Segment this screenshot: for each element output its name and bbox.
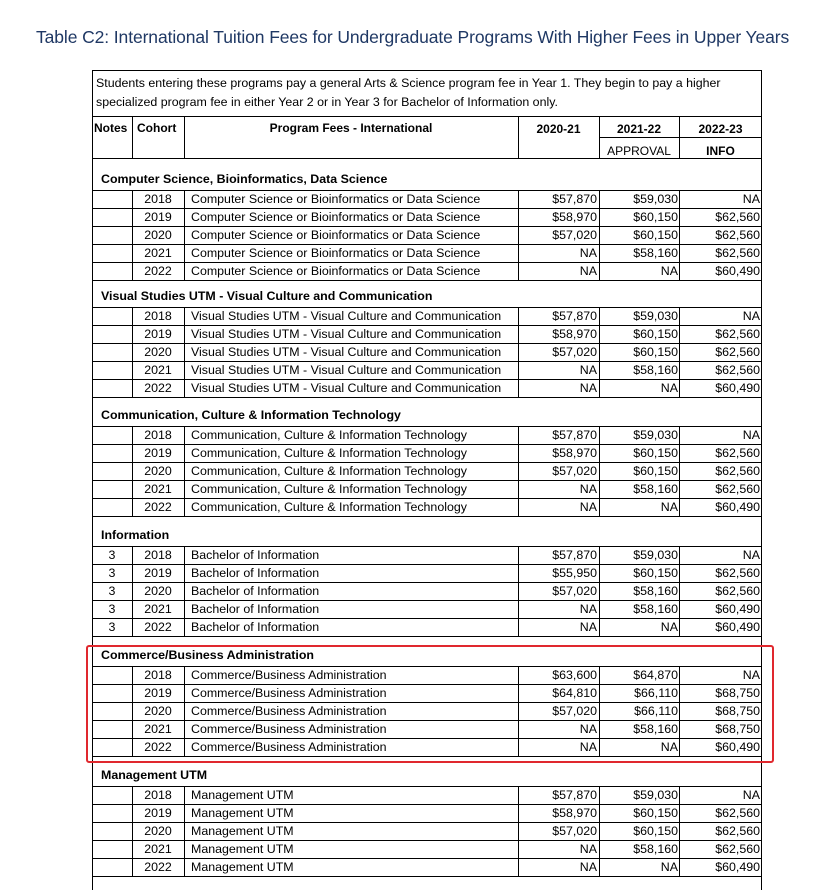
- row-2020-21: NA: [579, 264, 597, 278]
- row-2020-21: $57,020: [552, 704, 597, 718]
- row-program: Commerce/Business Administration: [191, 686, 387, 700]
- row-2022-23: NA: [742, 192, 760, 206]
- header-notes: Notes: [94, 121, 128, 135]
- section-title: Information: [101, 528, 170, 542]
- row-col-line: [518, 426, 519, 516]
- row-2021-22: NA: [660, 620, 678, 634]
- row-2020-21: $58,970: [552, 806, 597, 820]
- row-note: 3: [108, 566, 116, 580]
- row-2021-22: $58,160: [633, 842, 678, 856]
- row-col-line: [184, 307, 185, 397]
- row-2020-21: NA: [579, 602, 597, 616]
- row-2022-23: $62,560: [715, 806, 760, 820]
- row-2021-22: $60,150: [633, 464, 678, 478]
- row-2020-21: $57,020: [552, 824, 597, 838]
- row-2022-23: $60,490: [715, 500, 760, 514]
- row-2021-22: NA: [660, 381, 678, 395]
- row-program: Visual Studies UTM - Visual Culture and Communication: [191, 381, 502, 395]
- row-2020-21: $57,870: [552, 192, 597, 206]
- row-program: Computer Science or Bioinformatics or Data Science: [191, 246, 481, 260]
- row-col-line: [132, 426, 133, 516]
- section-bottom-line: [92, 636, 762, 637]
- row-cohort: 2020: [144, 464, 172, 478]
- row-2022-23: NA: [742, 548, 760, 562]
- row-2022-23: $60,490: [715, 381, 760, 395]
- row-col-line: [184, 786, 185, 876]
- header-2021-22: 2021-22: [616, 122, 662, 136]
- row-2020-21: $55,950: [552, 566, 597, 580]
- row-program: Communication, Culture & Information Technology: [191, 464, 467, 478]
- row-2020-21: $58,970: [552, 446, 597, 460]
- row-2022-23: $62,560: [715, 228, 760, 242]
- row-cohort: 2018: [144, 548, 172, 562]
- row-cohort: 2022: [144, 500, 172, 514]
- row-cohort: 2020: [144, 704, 172, 718]
- row-cohort: 2019: [144, 446, 172, 460]
- row-program: Bachelor of Information: [191, 602, 320, 616]
- row-cohort: 2022: [144, 740, 172, 754]
- row-2021-22: $58,160: [633, 602, 678, 616]
- row-2022-23: $60,490: [715, 740, 760, 754]
- intro-line-1: Students entering these programs pay a general Arts & Science program fee in Year 1. They begin to pay a higher: [96, 76, 721, 90]
- row-program: Computer Science or Bioinformatics or Data Science: [191, 228, 481, 242]
- row-cohort: 2020: [144, 824, 172, 838]
- header-col-line: [518, 116, 519, 158]
- row-2022-23: NA: [742, 309, 760, 323]
- row-program: Visual Studies UTM - Visual Culture and Communication: [191, 309, 502, 323]
- row-cohort: 2019: [144, 210, 172, 224]
- row-cohort: 2020: [144, 345, 172, 359]
- header-approval: APPROVAL: [607, 144, 671, 158]
- row-2020-21: NA: [579, 381, 597, 395]
- intro-text: [96, 74, 756, 112]
- row-2022-23: $62,560: [715, 584, 760, 598]
- row-2020-21: NA: [579, 842, 597, 856]
- row-program: Management UTM: [191, 824, 294, 838]
- header-cohort: Cohort: [137, 121, 177, 135]
- row-col-line: [132, 307, 133, 397]
- row-2020-21: $57,020: [552, 345, 597, 359]
- row-2021-22: $60,150: [633, 345, 678, 359]
- row-2020-21: $57,870: [552, 309, 597, 323]
- row-cohort: 2018: [144, 668, 172, 682]
- row-cohort: 2018: [144, 428, 172, 442]
- row-program: Management UTM: [191, 842, 294, 856]
- row-2020-21: $57,020: [552, 464, 597, 478]
- row-program: Bachelor of Information: [191, 566, 320, 580]
- row-2021-22: $60,150: [633, 228, 678, 242]
- row-note: 3: [108, 602, 116, 616]
- row-col-line: [679, 190, 680, 280]
- row-cohort: 2020: [144, 584, 172, 598]
- row-cohort: 2021: [144, 842, 172, 856]
- row-program: Visual Studies UTM - Visual Culture and Communication: [191, 327, 502, 341]
- row-2020-21: $64,810: [552, 686, 597, 700]
- section-title: Management UTM: [101, 768, 208, 782]
- row-2021-22: $58,160: [633, 246, 678, 260]
- page-title: Table C2: International Tuition Fees for Undergraduate Programs With Higher Fees in Upper Years: [36, 27, 790, 47]
- row-program: Visual Studies UTM - Visual Culture and Communication: [191, 363, 502, 377]
- row-2020-21: NA: [579, 722, 597, 736]
- row-2021-22: $64,870: [633, 668, 678, 682]
- row-note: 3: [108, 584, 116, 598]
- row-col-line: [599, 546, 600, 636]
- row-2022-23: $60,490: [715, 602, 760, 616]
- section-title: Computer Science, Bioinformatics, Data Science: [101, 172, 388, 186]
- row-program: Bachelor of Information: [191, 584, 320, 598]
- row-cohort: 2020: [144, 228, 172, 242]
- row-2022-23: $62,560: [715, 363, 760, 377]
- row-2021-22: $60,150: [633, 824, 678, 838]
- row-2021-22: $58,160: [633, 363, 678, 377]
- row-program: Computer Science or Bioinformatics or Data Science: [191, 210, 481, 224]
- header-mid-line: [599, 137, 762, 138]
- row-2021-22: NA: [660, 264, 678, 278]
- row-cohort: 2022: [144, 381, 172, 395]
- highlight-box: [86, 645, 774, 763]
- row-2020-21: NA: [579, 740, 597, 754]
- section-title: Communication, Culture & Information Technology: [101, 408, 401, 422]
- row-program: Commerce/Business Administration: [191, 722, 387, 736]
- row-col-line: [184, 546, 185, 636]
- row-2022-23: $68,750: [715, 686, 760, 700]
- row-2022-23: $62,560: [715, 842, 760, 856]
- row-2022-23: $62,560: [715, 482, 760, 496]
- row-program: Computer Science or Bioinformatics or Data Science: [191, 192, 481, 206]
- row-col-line: [184, 190, 185, 280]
- row-2022-23: $62,560: [715, 566, 760, 580]
- header-info: INFO: [706, 144, 735, 158]
- row-2021-22: $60,150: [633, 806, 678, 820]
- row-col-line: [518, 786, 519, 876]
- row-2021-22: $58,160: [633, 482, 678, 496]
- row-2022-23: $68,750: [715, 722, 760, 736]
- row-col-line: [599, 307, 600, 397]
- header-2022-23: 2022-23: [698, 122, 743, 136]
- row-program: Management UTM: [191, 806, 294, 820]
- row-program: Communication, Culture & Information Technology: [191, 500, 467, 514]
- row-2021-22: NA: [660, 860, 678, 874]
- row-program: Bachelor of Information: [191, 548, 320, 562]
- section-bottom-line: [92, 397, 762, 398]
- row-col-line: [679, 307, 680, 397]
- row-col-line: [679, 426, 680, 516]
- row-cohort: 2021: [144, 363, 172, 377]
- row-2021-22: $60,150: [633, 566, 678, 580]
- row-2021-22: $58,160: [633, 722, 678, 736]
- row-program: Commerce/Business Administration: [191, 704, 387, 718]
- row-program: Commerce/Business Administration: [191, 740, 387, 754]
- row-2022-23: NA: [742, 788, 760, 802]
- row-2020-21: $57,020: [552, 228, 597, 242]
- row-2022-23: $62,560: [715, 446, 760, 460]
- row-program: Commerce/Business Administration: [191, 668, 387, 682]
- row-2021-22: NA: [660, 500, 678, 514]
- section-title: Visual Studies UTM - Visual Culture and Communication: [101, 289, 433, 303]
- row-cohort: 2021: [144, 246, 172, 260]
- row-cohort: 2019: [144, 327, 172, 341]
- header-col-line: [132, 116, 133, 158]
- row-2022-23: $62,560: [715, 246, 760, 260]
- section-bottom-line: [92, 516, 762, 517]
- row-2020-21: $57,870: [552, 788, 597, 802]
- row-2022-23: $62,560: [715, 464, 760, 478]
- row-2020-21: NA: [579, 363, 597, 377]
- row-2021-22: $59,030: [633, 428, 678, 442]
- row-cohort: 2018: [144, 788, 172, 802]
- row-2021-22: $66,110: [634, 704, 678, 718]
- section-bottom-line: [92, 280, 762, 281]
- header-program: Program Fees - International: [269, 121, 433, 135]
- row-program: Communication, Culture & Information Technology: [191, 428, 467, 442]
- header-bottom-line: [92, 158, 762, 159]
- row-cohort: 2021: [144, 482, 172, 496]
- row-cohort: 2019: [144, 566, 172, 580]
- row-2022-23: $60,490: [715, 620, 760, 634]
- row-col-line: [679, 546, 680, 636]
- row-2022-23: $60,490: [715, 860, 760, 874]
- row-2021-22: $59,030: [633, 548, 678, 562]
- row-2021-22: $60,150: [633, 327, 678, 341]
- row-2020-21: $58,970: [552, 210, 597, 224]
- row-2020-21: NA: [579, 620, 597, 634]
- row-col-line: [518, 546, 519, 636]
- row-cohort: 2022: [144, 860, 172, 874]
- row-cohort: 2018: [144, 192, 172, 206]
- row-2022-23: $60,490: [715, 264, 760, 278]
- row-col-line: [599, 786, 600, 876]
- row-2022-23: $62,560: [715, 210, 760, 224]
- row-cohort: 2019: [144, 806, 172, 820]
- row-2021-22: NA: [660, 740, 678, 754]
- header-col-line: [184, 116, 185, 158]
- row-cohort: 2021: [144, 602, 172, 616]
- row-program: Computer Science or Bioinformatics or Data Science: [191, 264, 481, 278]
- row-2021-22: $60,150: [633, 446, 678, 460]
- row-note: 3: [108, 548, 116, 562]
- row-program: Visual Studies UTM - Visual Culture and Communication: [191, 345, 502, 359]
- row-cohort: 2019: [144, 686, 172, 700]
- row-2020-21: $57,020: [552, 584, 597, 598]
- header-col-line: [679, 116, 680, 158]
- row-2020-21: NA: [579, 482, 597, 496]
- row-2022-23: $62,560: [715, 824, 760, 838]
- row-2022-23: NA: [742, 668, 760, 682]
- row-2021-22: $59,030: [633, 192, 678, 206]
- row-col-line: [132, 190, 133, 280]
- row-program: Communication, Culture & Information Technology: [191, 446, 467, 460]
- row-2020-21: NA: [579, 500, 597, 514]
- row-2022-23: NA: [742, 428, 760, 442]
- row-cohort: 2022: [144, 620, 172, 634]
- row-program: Communication, Culture & Information Technology: [191, 482, 467, 496]
- row-cohort: 2022: [144, 264, 172, 278]
- section-title: Commerce/Business Administration: [101, 648, 314, 662]
- row-2021-22: $66,110: [634, 686, 678, 700]
- row-2022-23: $68,750: [715, 704, 760, 718]
- header-top-line: [92, 116, 762, 117]
- row-2021-22: $58,160: [633, 584, 678, 598]
- row-2020-21: $58,970: [552, 327, 597, 341]
- row-program: Management UTM: [191, 860, 294, 874]
- row-col-line: [599, 190, 600, 280]
- header-col-line: [599, 116, 600, 158]
- row-2020-21: NA: [579, 860, 597, 874]
- row-col-line: [184, 426, 185, 516]
- row-col-line: [518, 307, 519, 397]
- section-bottom-line: [92, 876, 762, 877]
- row-2021-22: $60,150: [633, 210, 678, 224]
- row-program: Bachelor of Information: [191, 620, 320, 634]
- row-cohort: 2021: [144, 722, 172, 736]
- header-2020-21: 2020-21: [536, 122, 581, 136]
- row-col-line: [518, 190, 519, 280]
- row-2020-21: $63,600: [552, 668, 597, 682]
- row-2021-22: $59,030: [633, 788, 678, 802]
- row-2022-23: $62,560: [715, 327, 760, 341]
- row-2020-21: $57,870: [552, 428, 597, 442]
- row-col-line: [132, 786, 133, 876]
- row-cohort: 2018: [144, 309, 172, 323]
- row-note: 3: [108, 620, 116, 634]
- row-2020-21: $57,870: [552, 548, 597, 562]
- row-col-line: [679, 786, 680, 876]
- row-2021-22: $59,030: [633, 309, 678, 323]
- row-col-line: [132, 546, 133, 636]
- intro-line-2: specialized program fee in either Year 2 or in Year 3 for Bachelor of Information only.: [96, 95, 558, 109]
- row-2022-23: $62,560: [715, 345, 760, 359]
- row-col-line: [599, 426, 600, 516]
- row-2020-21: NA: [579, 246, 597, 260]
- row-program: Management UTM: [191, 788, 294, 802]
